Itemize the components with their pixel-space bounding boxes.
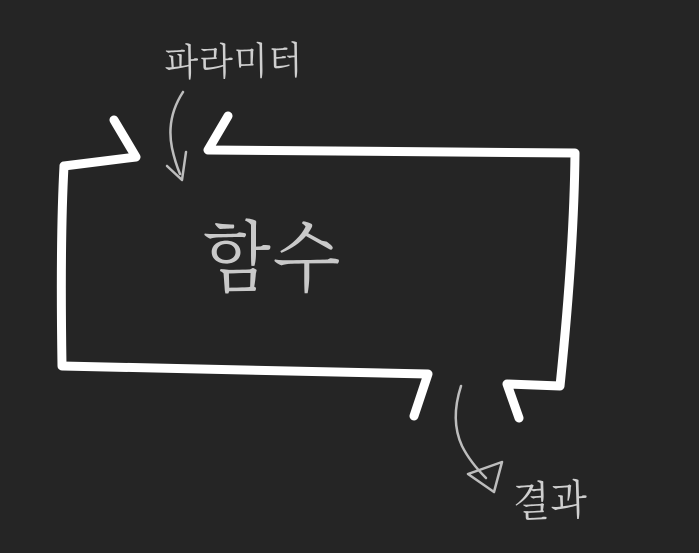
parameter-label: 파라미터	[164, 38, 304, 85]
result-arrow	[456, 386, 502, 492]
result-label: 결과	[512, 475, 589, 527]
result-arrow-shaft	[456, 386, 486, 478]
parameter-arrow-shaft	[170, 92, 183, 174]
parameter-arrow	[167, 92, 186, 180]
box-input-flap-left	[64, 120, 136, 166]
function-label: 함수	[203, 214, 343, 304]
